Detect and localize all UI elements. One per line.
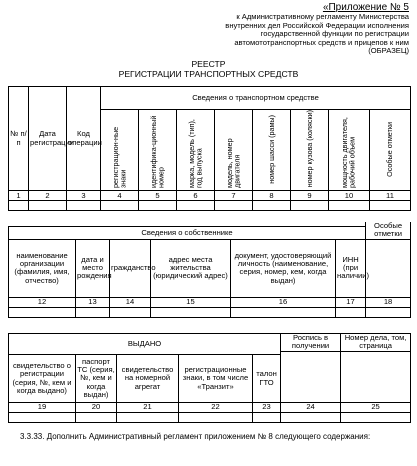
empty-cell [281,351,341,402]
empty-cell [76,307,110,317]
column-number: 4 [101,191,139,201]
column-number: 1 [9,191,29,201]
col-vehicle-sub [101,110,139,191]
column-number: 13 [76,297,110,307]
col-vehicle-sub [215,110,253,191]
column-number: 23 [253,403,281,413]
register-title [0,60,417,79]
col-vehicle-sub [139,110,177,191]
empty-cell [179,413,253,423]
empty-cell [366,307,411,317]
empty-cell [29,201,67,211]
column-number: 9 [291,191,329,201]
col-birth: дата и место рождения [76,239,110,297]
empty-cell [253,201,291,211]
owner-table [8,222,411,318]
col-registration-date: Дата регистрации [29,87,67,191]
header-line: к Административному регламенту Министерства [236,12,409,22]
empty-cell [151,307,231,317]
column-number: 6 [177,191,215,201]
column-number: 18 [366,297,411,307]
title-line-1: РЕЕСТР [191,59,226,69]
vehicle-table [8,86,411,211]
col-reg-plates: регистрацион-ные знаки [110,126,128,188]
vehicle-info-group: Сведения о транспортном средстве [101,87,411,110]
column-number: 5 [139,191,177,201]
column-number: 11 [370,191,411,201]
col-vehicle-sub [329,110,370,191]
empty-cell [117,413,179,423]
empty-cell [9,413,76,423]
empty-cell [110,307,151,317]
empty-cell [101,201,139,211]
col-vehicle-sub [291,110,329,191]
empty-cell [366,239,411,297]
column-number: 21 [117,403,179,413]
issued-table [8,333,411,423]
empty-cell [281,413,341,423]
col-gto-coupon: талон ГТО [253,355,281,403]
empty-cell [9,307,76,317]
col-vehicle-sub [177,110,215,191]
col-case-number: Номер дела, том, страница [341,334,411,352]
col-special-notes: Особые отметки [385,121,395,177]
col-body: номер кузова (коляски) [304,110,314,188]
empty-cell [291,201,329,211]
col-citizenship: гражданство [110,239,151,297]
col-address: адрес места жительства (юридический адрес) [151,239,231,297]
empty-cell [177,201,215,211]
empty-cell [329,201,370,211]
col-vin: идентифика-ционный номер [148,115,166,188]
column-number: 8 [253,191,291,201]
empty-cell [67,201,101,211]
empty-cell [341,351,411,402]
col-signature: Роспись в получении [281,334,341,352]
col-unit-certificate: свидетельство на номерной агрегат [117,355,179,403]
header-line: автомототранспортных средств и прицепов к ним [234,37,409,47]
amendment-paragraph: 3.3.33. Дополнить Административный регламент приложением № 8 следующего содержания: [20,432,371,441]
column-number: 20 [76,403,117,413]
empty-cell [370,201,411,211]
col-chassis: номер шасси (рамы) [266,114,276,184]
column-number: 15 [151,297,231,307]
appendix-header [225,2,409,56]
column-number: 17 [336,297,366,307]
empty-cell [215,201,253,211]
header-line: внутренних дел Российской Федерации исполнения [225,20,409,30]
column-number: 16 [231,297,336,307]
empty-cell [341,413,411,423]
column-number: 7 [215,191,253,201]
col-owner-name: наименование организации (фамилия, имя, отчество) [9,239,76,297]
empty-cell [231,307,336,317]
header-line: (ОБРАЗЕЦ) [368,46,409,56]
col-power: мощность двигателя, рабочий объем [340,117,357,188]
col-identity-doc: документ, удостоверяющий личность (наименование, серия, номер, кем, когда выдан) [231,239,336,297]
col-reg-plates-transit: регистрационные знаки, в том числе «Транзит» [179,355,253,403]
empty-cell [253,413,281,423]
issued-group: ВЫДАНО [9,334,281,355]
col-number: № п/п [9,87,29,191]
empty-cell [139,201,177,211]
col-special-notes: Особые отметки [366,222,411,239]
col-operation-code: Код операции [67,87,101,191]
col-vehicle-sub [253,110,291,191]
title-line-2: РЕГИСТРАЦИИ ТРАНСПОРТНЫХ СРЕДСТВ [118,68,299,79]
column-number: 10 [329,191,370,201]
column-number: 2 [29,191,67,201]
column-number: 19 [9,403,76,413]
owner-info-group-title: Сведения о собственнике [9,226,366,239]
col-vehicle-sub [370,110,411,191]
column-number: 14 [110,297,151,307]
col-vehicle-passport: паспорт ТС (серия, №, кем и когда выдан) [76,355,117,403]
column-number: 25 [341,403,411,413]
col-inn: ИНН (при наличии) [336,239,366,297]
col-registration-certificate: свидетельство о регистрации (серия, №, кем и когда выдано) [9,355,76,403]
empty-cell [76,413,117,423]
column-number: 22 [179,403,253,413]
column-number: 24 [281,403,341,413]
col-make-model: марка, модель (тип), год выпуска [186,119,204,188]
empty-cell [336,307,366,317]
appendix-title: «Приложение № 5 [322,2,409,13]
column-number: 12 [9,297,76,307]
column-number: 3 [67,191,101,201]
empty-cell [9,201,29,211]
header-line: государственной функции по регистрации [260,29,409,39]
col-engine: модель, номер двигателя [224,138,242,188]
